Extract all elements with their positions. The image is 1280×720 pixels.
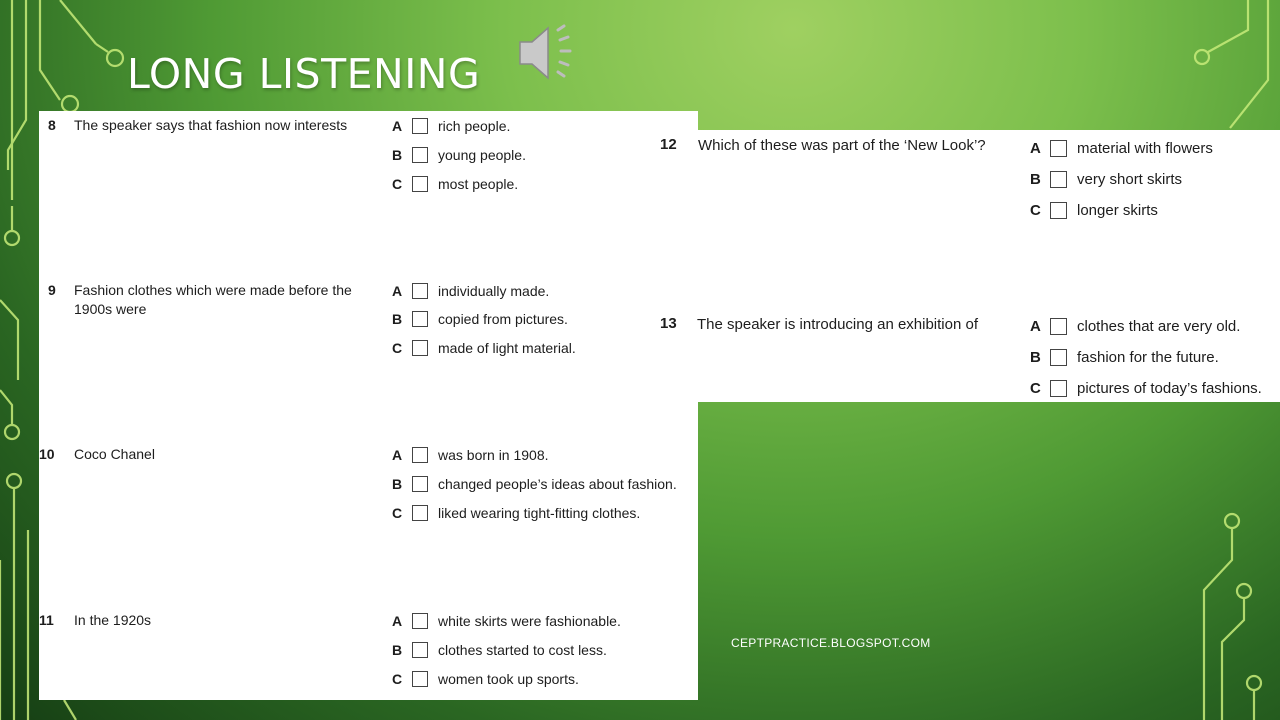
option-letter: C [1030, 201, 1041, 219]
option-text: copied from pictures. [438, 311, 568, 327]
option-12b[interactable] [1030, 169, 1182, 189]
option-11a[interactable] [392, 611, 621, 631]
answer-checkbox[interactable] [412, 642, 428, 658]
questions-panel-left [39, 111, 698, 700]
option-letter: A [1030, 139, 1041, 157]
option-text: white skirts were fashionable. [438, 613, 621, 629]
question-text: Which of these was part of the ‘New Look’? [698, 137, 986, 154]
answer-checkbox[interactable] [412, 176, 428, 192]
option-12c[interactable] [1030, 200, 1158, 220]
option-13c[interactable] [1030, 378, 1262, 398]
option-letter: B [392, 642, 403, 658]
option-text: changed people’s ideas about fashion. [438, 476, 677, 492]
slide-title: LONG LISTENING [127, 50, 481, 98]
option-text: liked wearing tight-fitting clothes. [438, 505, 641, 521]
answer-checkbox[interactable] [412, 283, 428, 299]
answer-checkbox[interactable] [412, 447, 428, 463]
option-12a[interactable] [1030, 138, 1213, 158]
answer-checkbox[interactable] [412, 613, 428, 629]
option-text: most people. [438, 176, 519, 192]
question-number: 11 [39, 612, 54, 628]
option-letter: B [392, 476, 403, 492]
option-10b[interactable] [392, 474, 677, 494]
answer-checkbox[interactable] [412, 476, 428, 492]
question-number: 13 [660, 315, 677, 332]
option-letter: B [1030, 170, 1041, 188]
question-number: 12 [660, 136, 677, 153]
option-letter: C [392, 505, 403, 521]
option-text: individually made. [438, 283, 550, 299]
option-10c[interactable] [392, 503, 640, 523]
option-9c[interactable] [392, 338, 576, 358]
option-text: young people. [438, 147, 526, 163]
answer-checkbox[interactable] [412, 505, 428, 521]
answer-checkbox[interactable] [412, 118, 428, 134]
answer-checkbox[interactable] [412, 671, 428, 687]
option-text: was born in 1908. [438, 447, 549, 463]
option-11c[interactable] [392, 669, 579, 689]
option-letter: A [392, 283, 403, 299]
answer-checkbox[interactable] [1050, 349, 1067, 366]
question-text: Coco Chanel [74, 446, 155, 462]
answer-checkbox[interactable] [412, 311, 428, 327]
question-number: 8 [48, 117, 56, 133]
option-letter: A [392, 447, 403, 463]
option-text: longer skirts [1077, 201, 1158, 219]
answer-checkbox[interactable] [1050, 380, 1067, 397]
option-text: made of light material. [438, 340, 576, 356]
option-8c[interactable] [392, 174, 518, 194]
option-9b[interactable] [392, 309, 568, 329]
option-text: very short skirts [1077, 170, 1183, 188]
answer-checkbox[interactable] [1050, 171, 1067, 188]
option-text: women took up sports. [438, 671, 579, 687]
option-text: clothes that are very old. [1077, 317, 1241, 335]
question-number: 9 [48, 282, 56, 298]
option-13b[interactable] [1030, 347, 1219, 367]
question-text: The speaker is introducing an exhibition of [697, 316, 979, 333]
option-13a[interactable] [1030, 316, 1240, 336]
question-text: In the 1920s [74, 612, 152, 628]
option-letter: B [1030, 348, 1041, 366]
answer-checkbox[interactable] [1050, 202, 1067, 219]
option-11b[interactable] [392, 640, 607, 660]
option-9a[interactable] [392, 281, 549, 301]
option-letter: C [392, 671, 403, 687]
option-text: fashion for the future. [1077, 348, 1219, 366]
option-letter: A [1030, 317, 1041, 335]
question-text: Fashion clothes which were made before the 1900s were [74, 282, 352, 317]
answer-checkbox[interactable] [412, 147, 428, 163]
answer-checkbox[interactable] [412, 340, 428, 356]
option-letter: C [392, 176, 403, 192]
questions-panel-right [660, 130, 1280, 402]
option-text: material with flowers [1077, 139, 1213, 157]
option-text: rich people. [438, 118, 511, 134]
answer-checkbox[interactable] [1050, 140, 1067, 157]
option-letter: C [392, 340, 403, 356]
footer-url: CEPTPRACTICE.BLOGSPOT.COM [731, 636, 931, 650]
option-letter: C [1030, 379, 1041, 397]
option-text: pictures of today’s fashions. [1077, 379, 1262, 397]
option-8b[interactable] [392, 145, 526, 165]
answer-checkbox[interactable] [1050, 318, 1067, 335]
question-number: 10 [39, 446, 55, 462]
option-8a[interactable] [392, 116, 510, 136]
speaker-icon[interactable] [516, 24, 580, 84]
question-text: The speaker says that fashion now interests [74, 117, 348, 133]
option-letter: A [392, 118, 403, 134]
option-text: clothes started to cost less. [438, 642, 607, 658]
option-10a[interactable] [392, 445, 549, 465]
option-letter: B [392, 147, 403, 163]
option-letter: B [392, 311, 403, 327]
option-letter: A [392, 613, 403, 629]
